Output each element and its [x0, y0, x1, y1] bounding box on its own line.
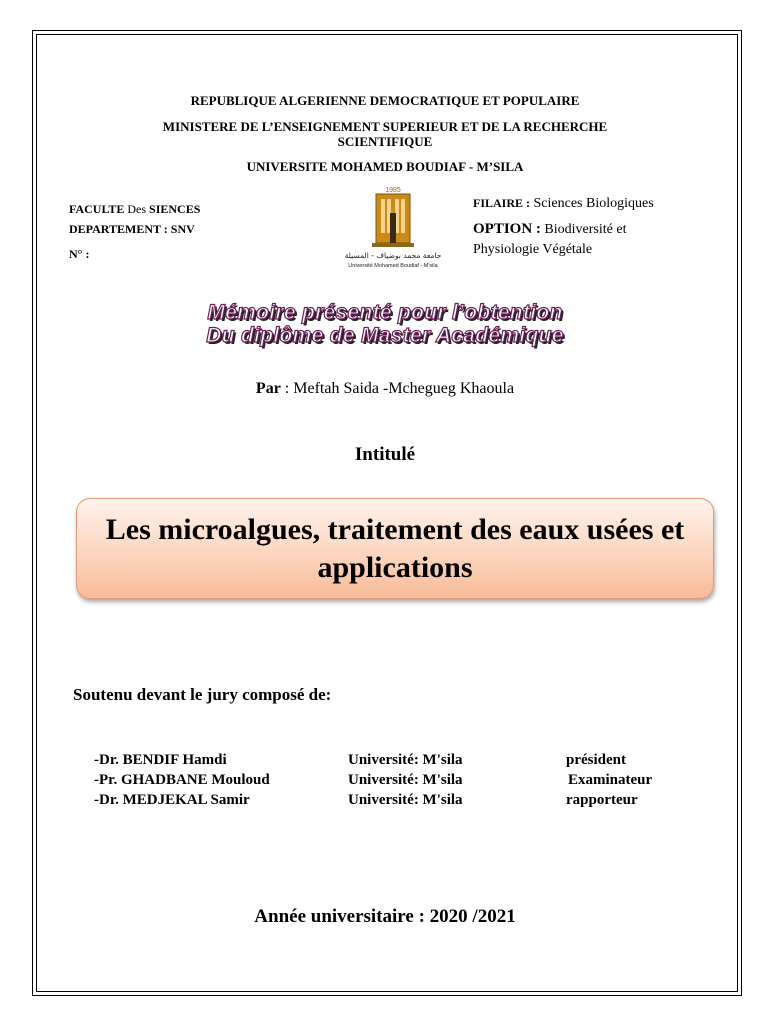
logo-arabic: جامعة محمد بوضياف - المسيلة: [344, 251, 442, 260]
faculte-label: FACULTE: [69, 202, 128, 216]
memoire-line-2: Du diplôme de Master Académique: [206, 324, 564, 347]
memoire-line-1: Mémoire présenté pour l’obtention: [207, 301, 563, 324]
jury-member-name: -Dr. MEDJEKAL Samir: [94, 792, 250, 808]
academic-year: Année universitaire : 2020 /2021: [254, 906, 516, 927]
header-universite: UNIVERSITE MOHAMED BOUDIAF - M’SILA: [246, 159, 524, 174]
university-logo-emblem: [330, 185, 456, 271]
thesis-title-box: [76, 498, 714, 599]
authors-line: [40, 380, 730, 398]
jury-member-role: président: [566, 752, 626, 768]
jury-member-university: Université: M'sila: [348, 792, 463, 808]
thesis-title: Les microalgues, traitement des eaux usées et applications: [105, 512, 685, 584]
jury-member-role: rapporteur: [566, 792, 638, 808]
filaire-label: FILAIRE :: [473, 196, 531, 210]
logo-year: 1985: [385, 187, 401, 194]
header-ministere: MINISTERE DE L’ENSEIGNEMENT SUPERIEUR ET DE LA RECHERCHE: [162, 119, 608, 134]
faculte-des: Des: [127, 202, 147, 216]
logo-latin: Université Mohamed Boudiaf - M'sila: [348, 263, 438, 269]
jury-member-university: Université: M'sila: [348, 752, 463, 768]
authors-names: Meftah Saida -Mchegueg Khaoula: [293, 380, 515, 397]
departement-line: DEPARTEMENT : SNV: [69, 222, 195, 236]
jury-member-name: -Pr. GHADBANE Mouloud: [94, 772, 270, 788]
jury-heading: Soutenu devant le jury composé de:: [73, 685, 332, 704]
jury-member-role: Examinateur: [568, 772, 653, 788]
jury-member-university: Université: M'sila: [348, 772, 463, 788]
intitule-heading: Intitulé: [354, 444, 416, 465]
authors-separator: :: [280, 380, 294, 397]
filaire-value: Sciences Biologiques: [530, 196, 654, 211]
filaire-line: [473, 195, 723, 212]
option-value-2: Physiologie Végétale: [473, 242, 593, 257]
university-logo: [330, 185, 456, 271]
option-label: OPTION :: [473, 221, 541, 237]
authors-label: Par: [255, 380, 281, 397]
header-ministere-cont: SCIENTIFIQUE: [337, 134, 433, 149]
header-republique: REPUBLIQUE ALGERIENNE DEMOCRATIQUE ET POPULAIRE: [190, 93, 580, 108]
option-value-1: Biodiversité et: [540, 222, 627, 237]
faculte-rest: SIENCES: [146, 202, 201, 216]
option-block: [473, 219, 723, 260]
numero-line: N° :: [69, 247, 90, 261]
jury-member-name: -Dr. BENDIF Hamdi: [94, 752, 227, 768]
faculte-line: [69, 202, 200, 217]
